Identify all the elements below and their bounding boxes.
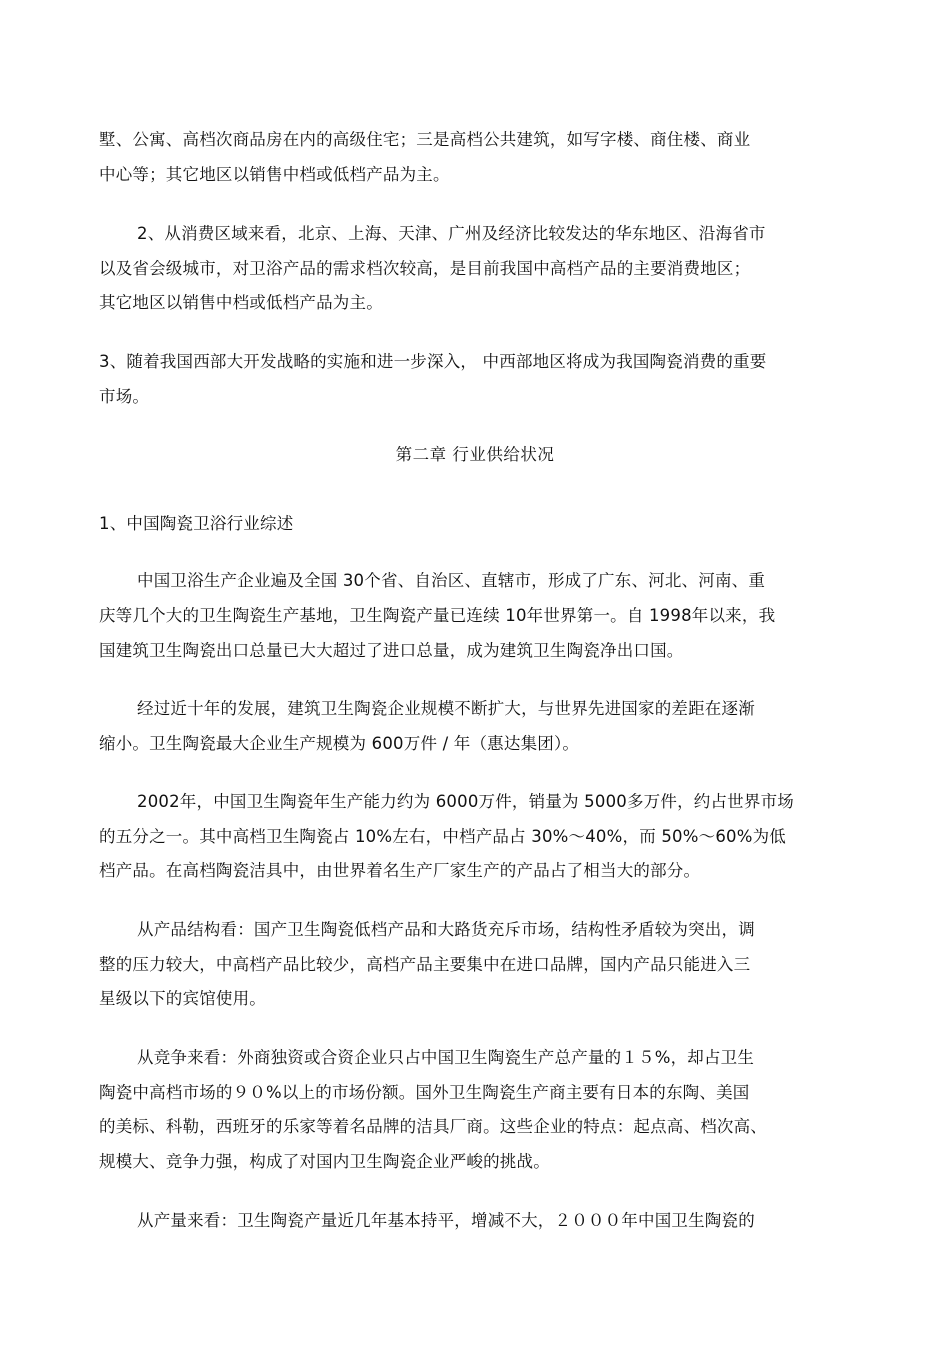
paragraph-line: 经过近十年的发展，建筑卫生陶瓷企业规模不断扩大，与世界先进国家的差距在逐渐 [137,699,755,718]
paragraph-line: 庆等几个大的卫生陶瓷生产基地，卫生陶瓷产量已连续 10年世界第一。自 1998年以来，我 [99,606,776,625]
paragraph-line: 以及省会级城市，对卫浴产品的需求档次较高，是目前我国中高档产品的主要消费地区； [99,259,751,278]
paragraph-line: 中心等；其它地区以销售中档或低档产品为主。 [99,165,450,184]
paragraph-line: 整的压力较大，中高档产品比较少，高档产品主要集中在进口品牌，国内产品只能进入三 [99,955,751,974]
chapter-title: 第二章 行业供给状况 [395,445,555,464]
paragraph-line: 其它地区以销售中档或低档产品为主。 [99,293,383,312]
section-heading: 1、中国陶瓷卫浴行业综述 [99,514,294,533]
paragraph-line: 国建筑卫生陶瓷出口总量已大大超过了进口总量，成为建筑卫生陶瓷净出口国。 [99,641,684,660]
paragraph-line: 从产量来看：卫生陶瓷产量近几年基本持平，增减不大，２０００年中国卫生陶瓷的 [137,1211,755,1230]
paragraph-line: 星级以下的宾馆使用。 [99,989,266,1008]
paragraph-line: 从竞争来看：外商独资或合资企业只占中国卫生陶瓷生产总产量的１５%，却占卫生 [137,1048,755,1067]
paragraph-line: 规模大、竞争力强，构成了对国内卫生陶瓷企业严峻的挑战。 [99,1152,550,1171]
paragraph-line: 的五分之一。其中高档卫生陶瓷占 10%左右，中档产品占 30%～40%，而 50%～60%为低 [99,827,787,846]
paragraph-line: 2、从消费区域来看，北京、上海、天津、广州及经济比较发达的华东地区、沿海省市 [137,224,766,243]
paragraph-line: 3、随着我国西部大开发战略的实施和进一步深入， 中西部地区将成为我国陶瓷消费的重要 [99,352,767,371]
paragraph-line: 市场。 [99,387,150,406]
paragraph-line: 2002年，中国卫生陶瓷年生产能力约为 6000万件，销量为 5000多万件，约占世界市场 [137,792,794,811]
paragraph-line: 墅、公寓、高档次商品房在内的高级住宅；三是高档公共建筑，如写字楼、商住楼、商业 [99,130,751,149]
paragraph-line: 的美标、科勒，西班牙的乐家等着名品牌的洁具厂商。这些企业的特点：起点高、档次高、 [99,1117,767,1136]
paragraph-line: 陶瓷中高档市场的９０%以上的市场份额。国外卫生陶瓷生产商主要有日本的东陶、美国 [99,1083,750,1102]
paragraph-line: 从产品结构看：国产卫生陶瓷低档产品和大路货充斥市场，结构性矛盾较为突出，调 [137,920,755,939]
paragraph-line: 档产品。在高档陶瓷洁具中，由世界着名生产厂家生产的产品占了相当大的部分。 [99,861,701,880]
paragraph-line: 缩小。卫生陶瓷最大企业生产规模为 600万件 / 年（惠达集团）。 [99,734,580,753]
paragraph-line: 中国卫浴生产企业遍及全国 30个省、自治区、直辖市，形成了广东、河北、河南、重 [137,571,766,590]
